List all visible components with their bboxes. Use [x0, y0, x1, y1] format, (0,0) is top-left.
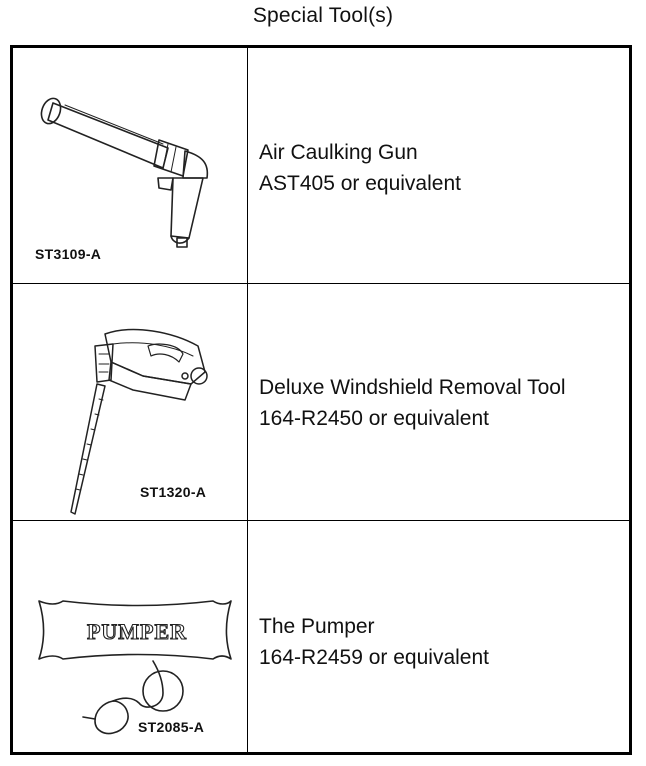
table-row — [13, 48, 629, 284]
tool-part-number: 164-R2450 or equivalent — [259, 407, 489, 430]
tool-name: Deluxe Windshield Removal Tool — [259, 376, 566, 399]
tool-name: The Pumper — [259, 615, 375, 638]
table-row — [13, 521, 629, 752]
tool-illustration-cell — [13, 48, 248, 283]
page-title: Special Tool(s) — [252, 4, 394, 27]
tool-part-number: 164-R2459 or equivalent — [259, 646, 489, 669]
pumper-icon — [13, 521, 248, 752]
tool-code: ST2085-A — [138, 719, 205, 735]
table-row — [13, 284, 629, 521]
tool-description-cell — [249, 48, 629, 283]
special-tools-table — [10, 45, 632, 755]
tool-description-cell — [249, 284, 629, 520]
windshield-removal-tool-icon — [13, 284, 248, 521]
tool-name: Air Caulking Gun — [259, 141, 418, 164]
tool-illustration-cell — [13, 284, 248, 520]
tool-code: ST3109-A — [35, 246, 102, 262]
tool-description-cell — [249, 521, 629, 752]
tool-part-number: AST405 or equivalent — [259, 172, 461, 195]
tool-code: ST1320-A — [140, 484, 207, 500]
tool-illustration-cell — [13, 521, 248, 752]
pumper-logo-text: PUMPER — [86, 619, 188, 644]
